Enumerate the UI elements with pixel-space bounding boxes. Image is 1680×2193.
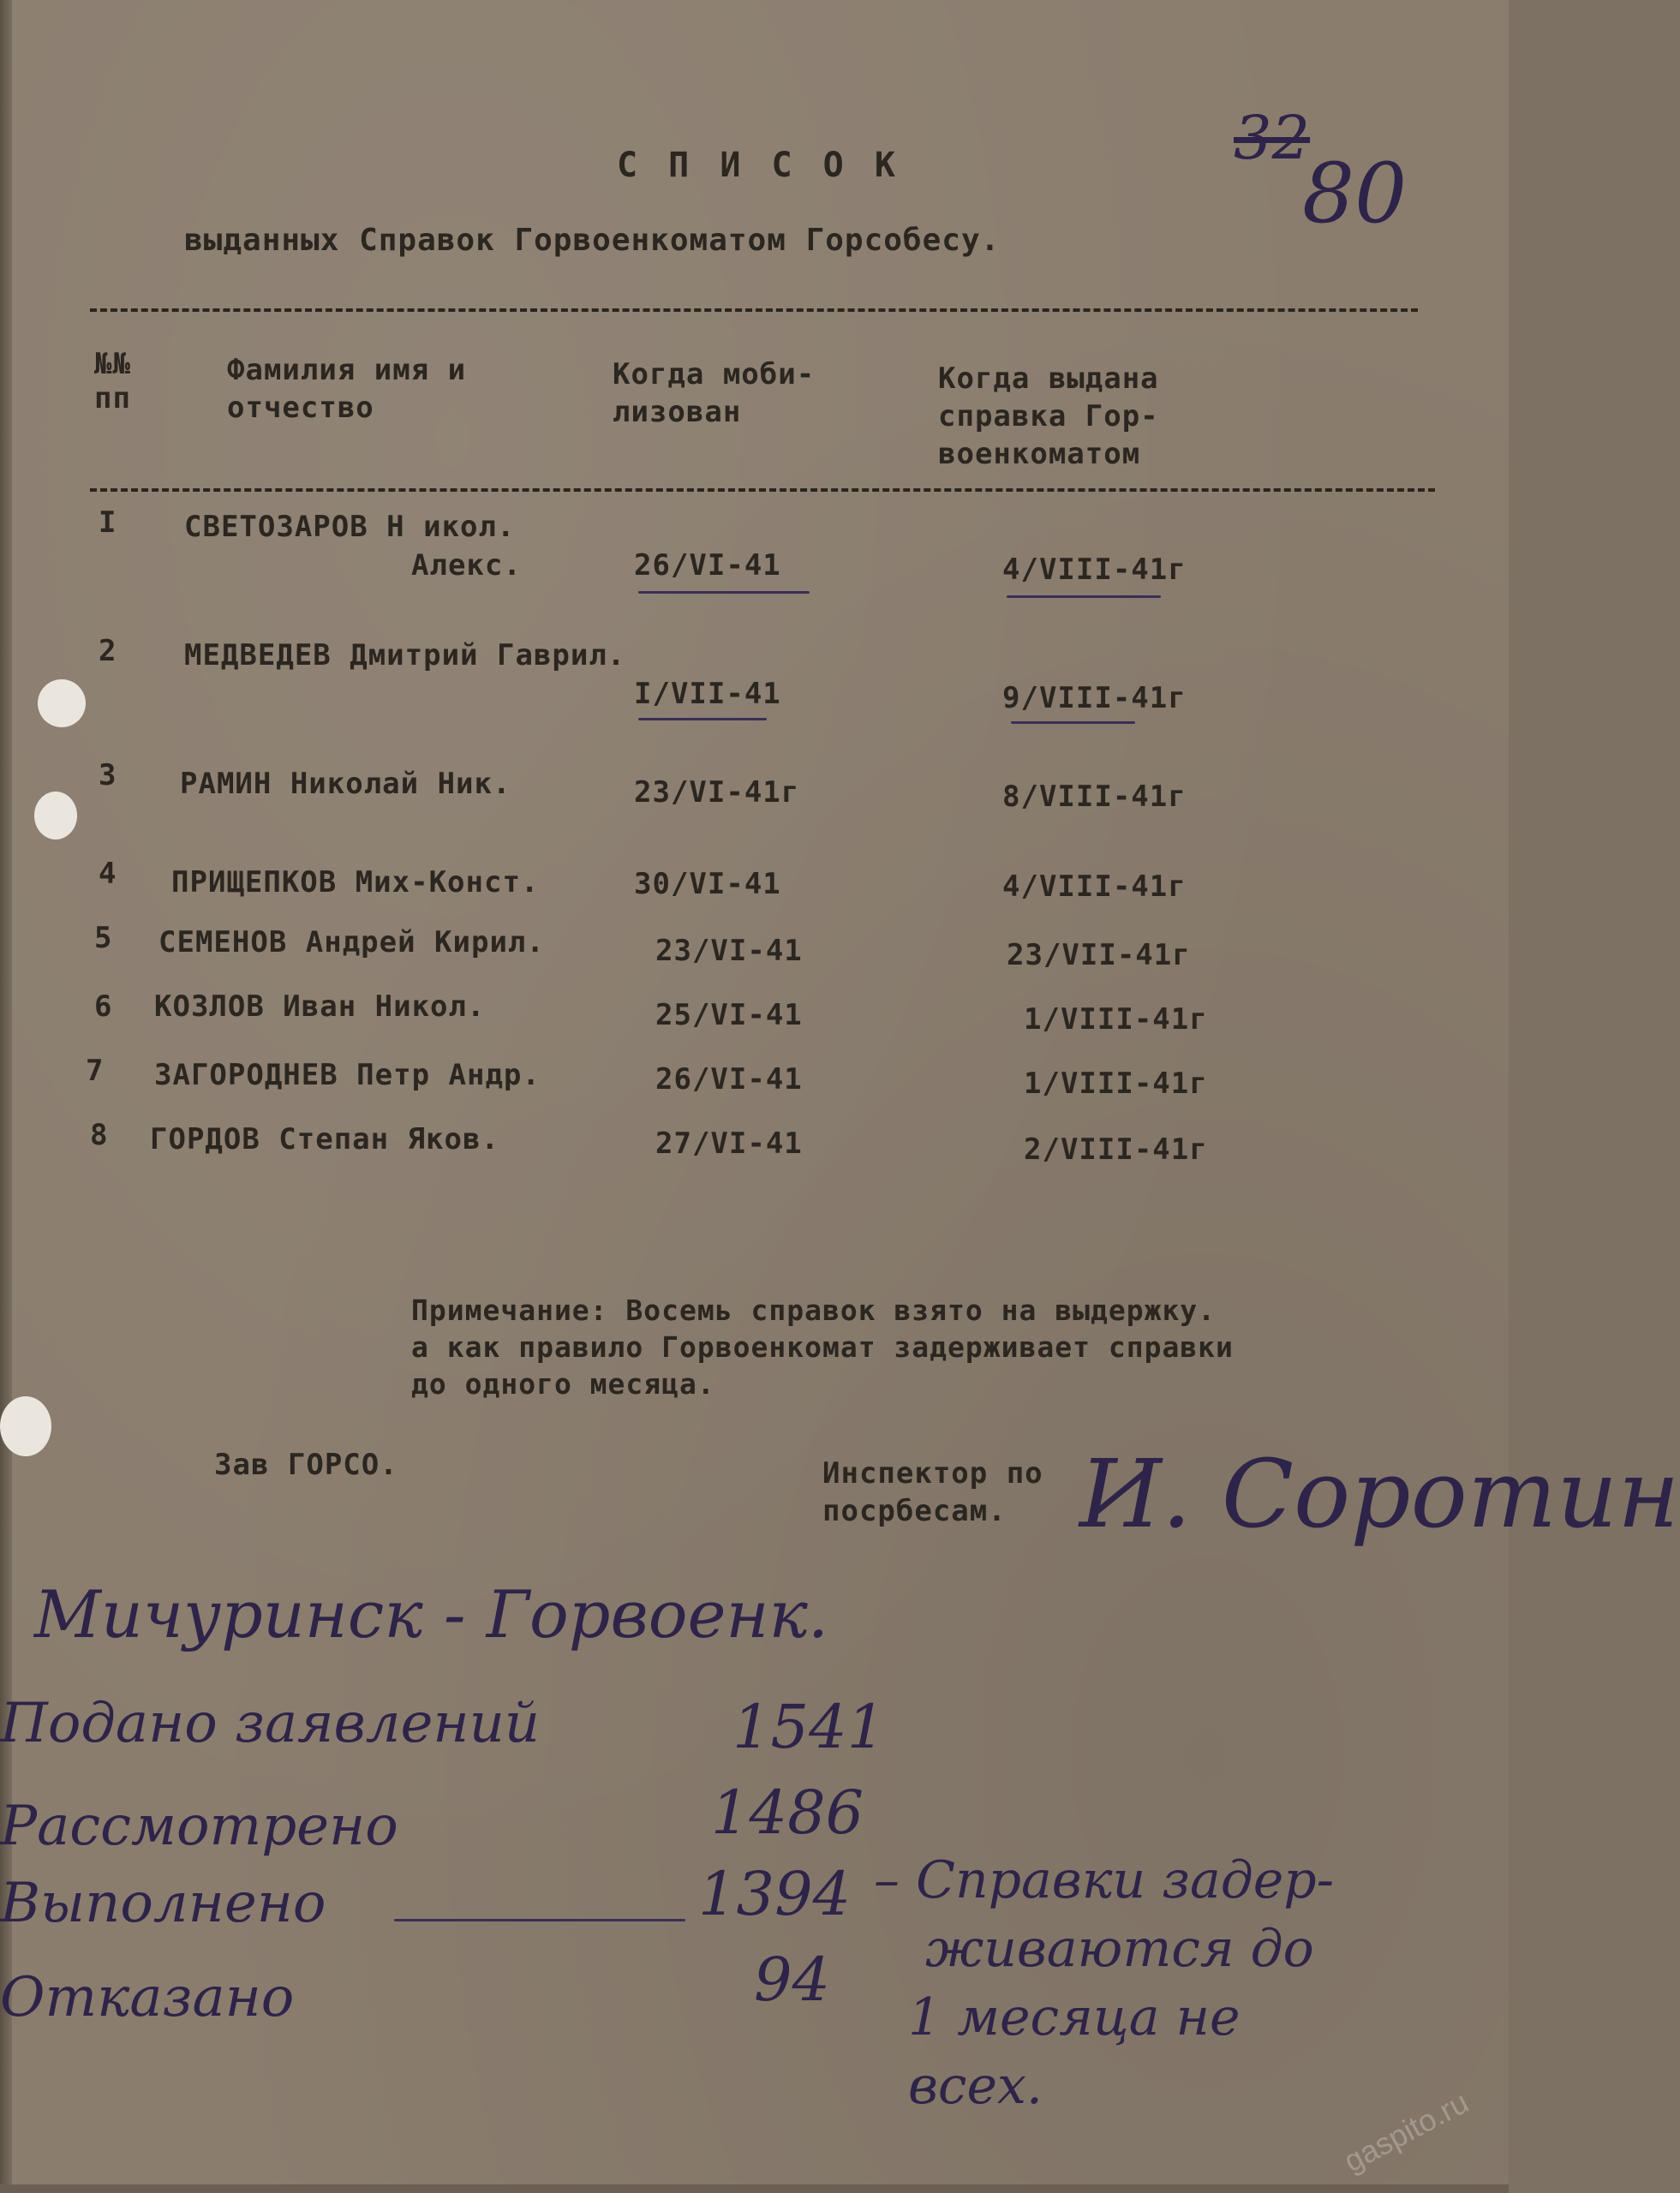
row-number: 8 bbox=[90, 1118, 109, 1152]
row-name: СВЕТОЗАРОВ Н икол. bbox=[184, 510, 516, 544]
row-mobilized-date: 23/VI-41 bbox=[655, 934, 803, 968]
note-line: а как правило Горвоенкомат задерживает справки bbox=[411, 1330, 1234, 1364]
col-issued-header: Когда выдана справка Гор-военкоматом bbox=[938, 362, 1159, 471]
remark-line: – Справки задер- bbox=[874, 1850, 1334, 1910]
ink-line bbox=[394, 1919, 685, 1921]
row-number: 5 bbox=[94, 921, 113, 955]
row-name: ПРИЩЕПКОВ Мих-Конст. bbox=[171, 865, 540, 899]
footer-inspector-line: посрбесам. bbox=[822, 1494, 1007, 1528]
note-line: Примечание: Восемь справок взято на выдержку. bbox=[411, 1294, 1217, 1327]
punch-hole-middle bbox=[34, 792, 77, 840]
row-issued-date: 1/VIII-41г bbox=[1024, 1002, 1208, 1037]
col-name-header: Фамилия имя и отчество bbox=[227, 353, 467, 425]
ink-underline bbox=[1007, 595, 1161, 598]
stat-value: 1486 bbox=[711, 1778, 864, 1848]
col-mobilized-header: Когда моби-лизован bbox=[613, 357, 816, 429]
remark-line: всех. bbox=[908, 2056, 1043, 2116]
row-number: 3 bbox=[99, 758, 117, 792]
row-name: ГОРДОВ Степан Яков. bbox=[150, 1122, 499, 1156]
row-mobilized-date: 26/VI-41 bbox=[655, 1062, 803, 1096]
row-issued-date: 8/VIII-41г bbox=[1002, 780, 1187, 814]
row-mobilized-date: 26/VI-41 bbox=[634, 548, 781, 583]
paper-left-edge bbox=[0, 0, 12, 2193]
note-line: до одного месяца. bbox=[411, 1367, 715, 1401]
punch-hole-bottom bbox=[0, 1396, 51, 1456]
signature: И. Соротин bbox=[1079, 1439, 1680, 1549]
stat-value: 1541 bbox=[732, 1692, 886, 1762]
row-issued-date: 4/VIII-41г bbox=[1002, 869, 1187, 904]
stat-label: Рассмотрено bbox=[0, 1795, 398, 1858]
paper-bottom-edge bbox=[0, 2184, 1509, 2193]
row-issued-date: 1/VIII-41г bbox=[1024, 1067, 1208, 1101]
footer-inspector-line: Инспектор по bbox=[822, 1456, 1043, 1491]
row-mobilized-date: 25/VI-41 bbox=[655, 998, 803, 1032]
row-mobilized-date: 23/VI-41г bbox=[634, 775, 800, 810]
row-mobilized-date: 30/VI-41 bbox=[634, 867, 781, 901]
row-issued-date: 2/VIII-41г bbox=[1024, 1132, 1208, 1167]
row-issued-date: 4/VIII-41г bbox=[1002, 553, 1187, 587]
footer-head: Зав ГОРСО. bbox=[214, 1448, 398, 1482]
row-name-continued: Алекс. bbox=[411, 548, 522, 583]
ink-underline bbox=[1011, 721, 1135, 724]
remark-line: живаются до bbox=[925, 1919, 1314, 1979]
document-subtitle: выданных Справок Горвоенкоматом Горсобесу. bbox=[184, 223, 1001, 258]
row-issued-date: 23/VII-41г bbox=[1007, 938, 1191, 972]
row-name: СЕМЕНОВ Андрей Кирил. bbox=[158, 925, 545, 959]
col-number-header: №№ пп bbox=[94, 347, 131, 415]
header-rule-top bbox=[90, 308, 1418, 312]
crossed-page-number: 32 bbox=[1234, 103, 1311, 173]
row-mobilized-date: 27/VI-41 bbox=[655, 1126, 803, 1161]
row-name: ЗАГОРОДНЕВ Петр Андр. bbox=[154, 1058, 541, 1092]
page-number: 80 bbox=[1302, 146, 1408, 242]
handwritten-city: Мичуринск - Горвоенк. bbox=[34, 1576, 829, 1652]
row-issued-date: 9/VIII-41г bbox=[1002, 681, 1187, 715]
watermark: gaspito.ru bbox=[1337, 2083, 1474, 2179]
ink-underline bbox=[638, 591, 810, 594]
row-number: 2 bbox=[99, 634, 117, 668]
row-number: I bbox=[99, 505, 117, 540]
row-mobilized-date: I/VII-41 bbox=[634, 677, 781, 711]
stat-label: Выполнено bbox=[0, 1872, 326, 1935]
row-name: МЕДВЕДЕВ Дмитрий Гаврил. bbox=[184, 638, 626, 672]
row-name: КОЗЛОВ Иван Никол. bbox=[154, 989, 486, 1024]
row-number: 6 bbox=[94, 989, 113, 1024]
document-title: С П И С О К bbox=[617, 146, 900, 185]
row-name: РАМИН Николай Ник. bbox=[180, 767, 511, 801]
ink-underline bbox=[638, 718, 767, 720]
row-number: 7 bbox=[86, 1054, 105, 1088]
punch-hole-top bbox=[38, 679, 86, 727]
remark-line: 1 месяца не bbox=[908, 1987, 1241, 2047]
stat-label: Подано заявлений bbox=[0, 1692, 540, 1755]
stat-label: Отказано bbox=[0, 1966, 295, 2029]
stat-value: 94 bbox=[754, 1945, 831, 2015]
row-number: 4 bbox=[99, 857, 117, 891]
stat-value: 1394 bbox=[698, 1859, 852, 1929]
header-rule-bottom bbox=[90, 488, 1435, 492]
